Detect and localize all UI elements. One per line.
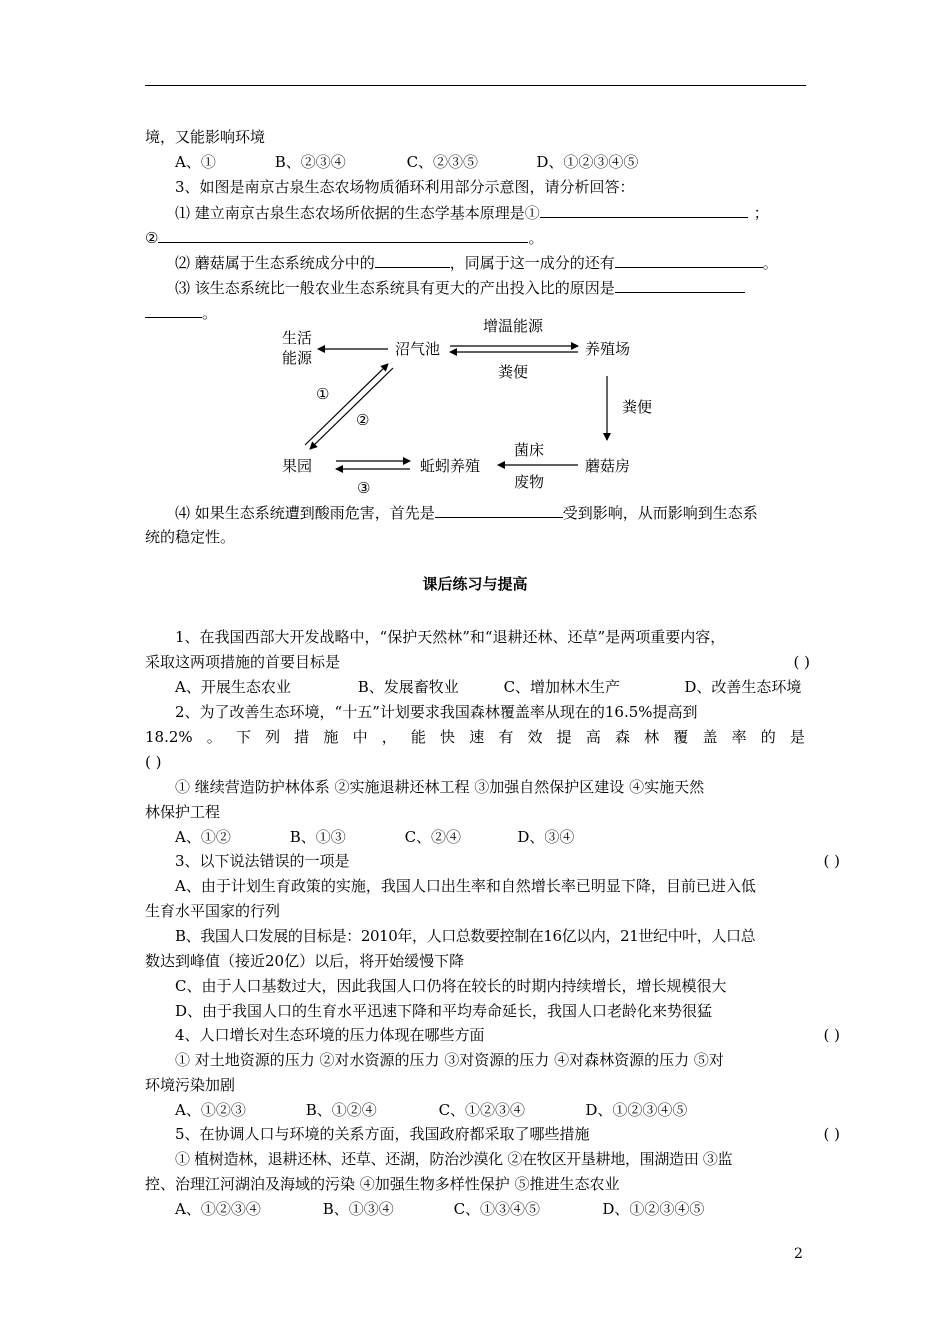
e2-justified-char: 森 bbox=[614, 728, 630, 746]
arrow-orchard-to-biogas bbox=[305, 364, 388, 445]
page-number: 2 bbox=[794, 1246, 803, 1262]
arrow-biogas-to-orchard bbox=[310, 368, 393, 449]
e4-option-c: C、①②③④ bbox=[438, 1101, 526, 1119]
e5-answer-paren[interactable]: ( ) bbox=[823, 1125, 840, 1143]
e2-justified-char: ， bbox=[381, 728, 397, 746]
option-d: D、①②③④⑤ bbox=[536, 153, 639, 171]
e4-answer-paren[interactable]: ( ) bbox=[823, 1026, 840, 1044]
e3-b-line1 bbox=[145, 926, 840, 946]
e5-items-text-1: ① 植树造林，退耕还林、还草、还湖，防治沙漠化 ②在牧区开垦耕地，围湖造田 ③监 bbox=[175, 1150, 733, 1168]
e1-option-b: B、发展畜牧业 bbox=[357, 678, 459, 696]
label-bed-1: 菌床 bbox=[514, 441, 545, 459]
e4-items-line2 bbox=[145, 1075, 810, 1095]
e4-items-text-2: 环境污染加剧 bbox=[145, 1076, 236, 1094]
e5-items-line1 bbox=[145, 1149, 840, 1169]
e2-justified-char: 率 bbox=[731, 728, 747, 746]
q3-4-line bbox=[145, 502, 840, 523]
label-life-energy-1: 生活 bbox=[282, 329, 313, 347]
label-mushroom: 蘑菇房 bbox=[585, 457, 631, 475]
e4-items-line1 bbox=[145, 1050, 840, 1070]
e3-a-line2 bbox=[145, 901, 810, 921]
e2-justified-char: 快 bbox=[440, 728, 456, 746]
e2-line3 bbox=[145, 752, 810, 772]
e4-option-b: B、①②④ bbox=[305, 1101, 377, 1119]
e3-c-line bbox=[145, 976, 840, 996]
e5-option-a: A、①②③④ bbox=[175, 1200, 261, 1218]
e3-b-text-2: 数达到峰值（接近20亿）以后，将开始缓慢下降 bbox=[145, 952, 465, 970]
e2-justified-char: 高 bbox=[585, 728, 601, 746]
e2-answer-paren[interactable]: ( ) bbox=[145, 753, 162, 771]
q3-stem-text: 3、如图是南京古泉生态农场物质循环利用部分示意图，请分析回答： bbox=[175, 178, 635, 196]
e2-justified-char: 林 bbox=[644, 728, 660, 746]
label-farm: 养殖场 bbox=[585, 340, 631, 358]
e2-justified-char: 有 bbox=[498, 728, 514, 746]
option-c: C、②③⑤ bbox=[406, 153, 479, 171]
e5-items-text-2: 控、治理江河湖泊及海域的污染 ④加强生物多样性保护 ⑤推进生态农业 bbox=[145, 1175, 620, 1193]
e1-option-d: D、改善生态环境 bbox=[684, 678, 802, 696]
e1-options bbox=[145, 677, 840, 697]
e2-items-line1 bbox=[145, 777, 840, 797]
e2-option-c: C、②④ bbox=[404, 828, 462, 846]
q3-2-mid: ，同属于这一成分的还有 bbox=[449, 254, 615, 272]
answer-blank-7[interactable] bbox=[435, 502, 563, 518]
label-life-energy-2: 能源 bbox=[282, 349, 313, 367]
label-orchard: 果园 bbox=[282, 457, 313, 475]
e2-option-a: A、①② bbox=[175, 828, 231, 846]
q3-4-suffix: 受到影响，从而影响到生态系 bbox=[562, 504, 758, 522]
q3-1-end: 。 bbox=[528, 229, 544, 247]
q3-4-prefix: ⑷ 如果生态系统遭到酸雨危害，首先是 bbox=[175, 504, 435, 522]
e2-justified-char: 能 bbox=[410, 728, 426, 746]
option-b: B、②③④ bbox=[274, 153, 346, 171]
e3-a-text-2: 生育水平国家的行列 bbox=[145, 902, 281, 920]
e2-line2 bbox=[145, 727, 810, 747]
e2-justified-char: 措 bbox=[294, 728, 310, 746]
label-manure-1: 粪便 bbox=[498, 363, 529, 381]
e1-option-c: C、增加林木生产 bbox=[503, 678, 621, 696]
e3-a-text-1: A、由于计划生育政策的实施，我国人口出生率和自然增长率已明显下降，目前已进入低 bbox=[175, 877, 756, 895]
e3-a-line1 bbox=[145, 876, 840, 896]
e5-stem-text: 5、在协调人口与环境的关系方面，我国政府都采取了哪些措施 bbox=[175, 1125, 590, 1143]
e2-justified-char: 下 bbox=[235, 728, 251, 746]
e3-d-text: D、由于我国人口的生育水平迅速下降和平均寿命延长，我国人口老龄化来势很猛 bbox=[175, 1002, 713, 1020]
e2-items-text-2: 林保护工程 bbox=[145, 803, 221, 821]
e3-b-line2 bbox=[145, 951, 810, 971]
e2-justified-char: 速 bbox=[469, 728, 485, 746]
q3-1-line2-prefix: ② bbox=[145, 229, 159, 247]
e1-answer-paren[interactable]: ( ) bbox=[793, 653, 810, 671]
e2-justified-char: 提 bbox=[556, 728, 572, 746]
e2-justified-char: 施 bbox=[323, 728, 339, 746]
e3-stem bbox=[145, 851, 840, 871]
e4-option-d: D、①②③④⑤ bbox=[585, 1101, 688, 1119]
e1-text-1: 1、在我国西部大开发战略中，“保护天然林”和“退耕还林、还草”是两项重要内容， bbox=[175, 628, 726, 646]
e3-b-text-1: B、我国人口发展的目标是：2010年，人口总数要控制在16亿以内，21世纪中叶，人口总 bbox=[175, 927, 756, 945]
label-circle-1: ① bbox=[316, 385, 330, 403]
e1-text-2: 采取这两项措施的首要目标是 bbox=[145, 653, 341, 671]
e2-option-b: B、①③ bbox=[289, 828, 346, 846]
e3-stem-text: 3、以下说法错误的一项是 bbox=[175, 852, 350, 870]
e2-justified-char: 盖 bbox=[702, 728, 718, 746]
e4-items-text-1: ① 对土地资源的压力 ②对水资源的压力 ③对资源的压力 ④对森林资源的压力 ⑤对 bbox=[175, 1051, 724, 1069]
e2-justified-char: 18.2% bbox=[145, 728, 193, 746]
e3-d-line bbox=[145, 1001, 840, 1021]
q3-2-prefix: ⑵ 蘑菇属于生态系统成分中的 bbox=[175, 254, 375, 272]
q3-2-end: 。 bbox=[762, 254, 778, 272]
e2-options bbox=[145, 827, 840, 847]
option-a: A、① bbox=[175, 153, 216, 171]
q3-3-prefix: ⑶ 该生态系统比一般农业生态系统具有更大的产出投入比的原因是 bbox=[175, 279, 615, 297]
label-biogas: 沼气池 bbox=[395, 340, 441, 358]
e4-option-a: A、①②③ bbox=[175, 1101, 246, 1119]
q3-4-line2-text: 统的稳定性。 bbox=[145, 528, 236, 546]
e3-answer-paren[interactable]: ( ) bbox=[823, 852, 840, 870]
q3-3-end: 。 bbox=[202, 304, 218, 322]
e2-justified-char: 覆 bbox=[673, 728, 689, 746]
e2-option-d: D、③④ bbox=[517, 828, 575, 846]
e2-items-text-1: ① 继续营造防护林体系 ②实施退耕还林工程 ③加强自然保护区建设 ④实施天然 bbox=[175, 778, 705, 796]
e2-text-1: 2、为了改善生态环境，“十五”计划要求我国森林覆盖率从现在的16.5%提高到 bbox=[175, 703, 698, 721]
e2-items-line2 bbox=[145, 802, 810, 822]
label-warming-energy: 增温能源 bbox=[483, 317, 544, 335]
e4-options bbox=[145, 1100, 840, 1120]
e1-line1 bbox=[145, 627, 840, 647]
e4-stem bbox=[145, 1025, 840, 1045]
e2-justified-char: 是 bbox=[789, 728, 805, 746]
label-bed-2: 废物 bbox=[514, 473, 545, 491]
e2-justified-char: 效 bbox=[527, 728, 543, 746]
label-manure-2: 粪便 bbox=[622, 398, 653, 416]
e2-justified-char: 的 bbox=[760, 728, 776, 746]
e5-items-line2 bbox=[145, 1174, 810, 1194]
e3-c-text: C、由于人口基数过大，因此我国人口仍将在较长的时期内持续增长，增长规模很大 bbox=[175, 977, 727, 995]
e2-line1 bbox=[145, 702, 840, 722]
continued-text: 境，又能影响环境 bbox=[145, 128, 266, 146]
e5-option-b: B、①③④ bbox=[322, 1200, 394, 1218]
label-circle-2: ② bbox=[356, 411, 370, 429]
e2-justified-line bbox=[145, 727, 805, 747]
e2-justified-char: 列 bbox=[265, 728, 281, 746]
section-title: 课后练习与提高 bbox=[422, 575, 528, 593]
e5-stem bbox=[145, 1124, 840, 1144]
e1-line2 bbox=[145, 652, 810, 672]
e5-option-c: C、①③④⑤ bbox=[453, 1200, 541, 1218]
e5-options bbox=[145, 1199, 840, 1219]
label-worm: 蚯蚓养殖 bbox=[420, 457, 481, 475]
e2-justified-char: 中 bbox=[352, 728, 368, 746]
e2-justified-char: 。 bbox=[206, 728, 222, 746]
e1-option-a: A、开展生态农业 bbox=[175, 678, 291, 696]
q3-4-line2 bbox=[145, 527, 810, 547]
q3-1-prefix: ⑴ 建立南京古泉生态农场所依据的生态学基本原理是① bbox=[175, 204, 540, 222]
e5-option-d: D、①②③④⑤ bbox=[602, 1200, 705, 1218]
e4-stem-text: 4、人口增长对生态环境的压力体现在哪些方面 bbox=[175, 1026, 485, 1044]
label-circle-3: ③ bbox=[357, 479, 371, 497]
q3-1-sep: ； bbox=[753, 204, 769, 222]
